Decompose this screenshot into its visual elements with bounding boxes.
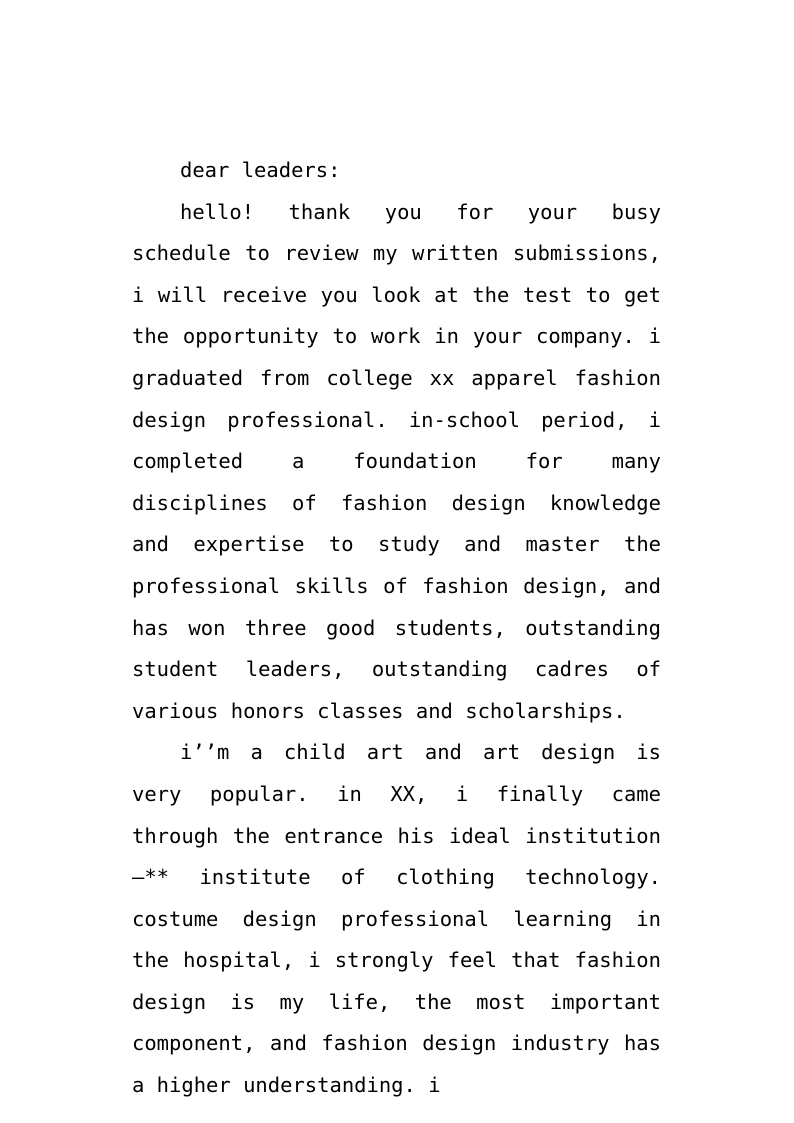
paragraph-background: i’’m a child art and art design is very popular. in XX, i finally came through the entrance his ideal institution —** institute of clothing technology. costume design professional learning in the hospital, i strongly feel that fashion design is my life, the most important component, and fashion design industry has a higher understanding. i xyxy=(132,740,661,1098)
paragraph-intro: hello! thank you for your busy schedule to review my written submissions, i will receive you look at the test to get the opportunity to work in your company. i graduated from college xx apparel fashion design professional. in-school period, i completed a foundation for many disciplines of fashion design knowledge and expertise to study and master the professional skills of fashion design, and has won three good students, outstanding student leaders, outstanding cadres of various honors classes and scholarships. xyxy=(132,199,661,723)
salutation: dear leaders: xyxy=(180,158,341,182)
letter-body xyxy=(132,150,661,1107)
